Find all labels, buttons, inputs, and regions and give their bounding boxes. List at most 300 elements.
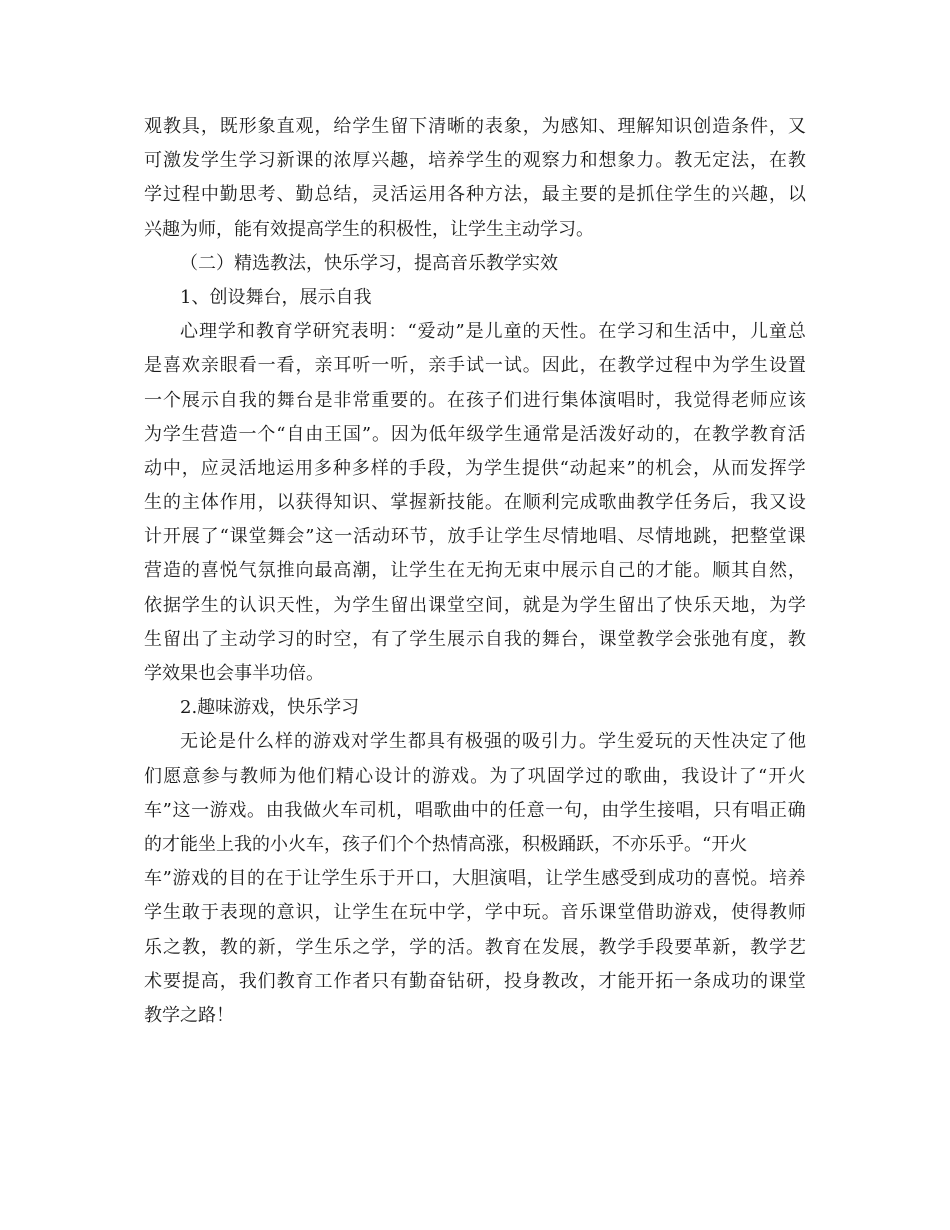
text-char: 论 — [199, 731, 217, 753]
text-char: 程 — [674, 355, 693, 377]
text-char: 生 — [181, 423, 200, 445]
text-char: ， — [465, 902, 484, 924]
text-char: 于 — [284, 868, 303, 890]
text-char: 他 — [297, 765, 316, 787]
text-char: 一 — [191, 799, 210, 821]
text-char: 创 — [693, 116, 712, 137]
text-char: 唱 — [750, 799, 769, 821]
text-char: 教 — [636, 492, 655, 514]
text-char: ， — [396, 799, 415, 821]
text-char: 耳 — [333, 355, 352, 377]
text-char: 机 — [377, 799, 396, 821]
text-char: 体 — [200, 492, 219, 514]
text-char: 高 — [200, 970, 219, 992]
text-char: 观 — [522, 150, 541, 172]
text-char: 手 — [636, 936, 655, 958]
text-char: 生 — [750, 355, 768, 377]
text-char: 一 — [371, 355, 390, 377]
text-char: 环 — [390, 526, 409, 548]
text-char: 舞 — [276, 389, 295, 411]
text-char: 的 — [389, 457, 408, 479]
text-char: 把 — [730, 526, 749, 548]
text-char: 一 — [144, 389, 162, 411]
text-char: 成 — [657, 868, 676, 890]
text-char: 让 — [485, 526, 504, 548]
text-line-content: （二）精选教法，快乐学习，提高音乐教学实效 — [180, 252, 558, 274]
text-char: “ — [559, 457, 569, 479]
text-line — [144, 349, 806, 383]
text-char: 自 — [286, 423, 305, 445]
text-char: 火 — [321, 799, 340, 821]
text-char: 是 — [560, 423, 579, 445]
text-char: 要 — [579, 184, 598, 206]
text-char: 于 — [377, 868, 396, 890]
text-line-content: 1、创设舞台，展示自我 — [180, 286, 372, 308]
text-char: 留 — [390, 116, 409, 137]
text-char: 学 — [768, 936, 787, 958]
text-char: 我 — [503, 628, 522, 650]
text-char: 掌 — [390, 492, 409, 514]
text-char: 于 — [200, 902, 219, 924]
text-char: 国 — [343, 423, 361, 445]
text-char: 钻 — [447, 970, 465, 992]
text-char: 出 — [409, 594, 428, 616]
text-char: 正 — [768, 799, 787, 821]
text-char: 。 — [470, 765, 489, 787]
text-char: 尽 — [542, 526, 560, 548]
text-char: ” — [626, 457, 636, 479]
text-char: 游 — [674, 902, 693, 924]
text-char: 大 — [452, 868, 471, 890]
text-char: 无 — [693, 150, 712, 172]
text-char: 学 — [617, 321, 636, 343]
text-char: 才 — [598, 970, 617, 992]
text-char: 儿 — [484, 321, 503, 343]
text-char: 欢 — [181, 355, 200, 377]
text-char: 时 — [636, 389, 655, 411]
text-char: ： — [388, 321, 407, 343]
text-char: 试 — [465, 355, 484, 377]
text-char: 车 — [340, 799, 359, 821]
text-char: ， — [314, 902, 333, 924]
text-char: 活 — [447, 936, 465, 958]
text-char: 造 — [712, 116, 731, 137]
text-char: 是 — [541, 594, 560, 616]
text-char: 游 — [313, 731, 331, 753]
text-char: ， — [768, 628, 787, 650]
text-char: 。 — [465, 936, 484, 958]
text-char: 让 — [333, 902, 352, 924]
text-char: 。 — [579, 731, 597, 753]
text-char: 因 — [541, 355, 560, 377]
text-char: 气 — [238, 560, 257, 582]
text-char: 们 — [144, 765, 162, 787]
text-char: 为 — [144, 423, 162, 445]
text-char: 地 — [257, 457, 276, 479]
text-char: 。 — [541, 902, 560, 924]
text-char: 利 — [541, 492, 560, 514]
text-char: 弛 — [712, 628, 731, 650]
text-char: “ — [219, 526, 229, 548]
text-char: 学 — [144, 902, 162, 924]
text-char: 教 — [255, 321, 274, 343]
text-char: 的 — [247, 868, 266, 890]
text-char: 常 — [542, 423, 560, 445]
text-char: 用 — [428, 184, 447, 206]
text-char: 。 — [484, 492, 503, 514]
text-char: 成 — [712, 970, 731, 992]
text-char: ， — [409, 150, 428, 172]
text-char: 游 — [431, 765, 450, 787]
text-char: 跳 — [693, 526, 712, 548]
text-char: 要 — [674, 936, 693, 958]
text-char: 主 — [560, 184, 579, 206]
text-char: 学 — [352, 116, 371, 137]
text-char: 学 — [787, 594, 806, 616]
text-char: 灵 — [219, 457, 238, 479]
text-char: 任 — [508, 799, 527, 821]
text-char: 喜 — [162, 355, 181, 377]
text-char: 中 — [712, 321, 731, 343]
text-char: 氛 — [257, 560, 276, 582]
text-char: 自 — [750, 560, 768, 582]
text-char: 方 — [484, 184, 503, 206]
text-char: 设 — [374, 765, 393, 787]
text-char: 使 — [731, 902, 750, 924]
text-char: 的 — [636, 457, 655, 479]
text-char: 自 — [484, 628, 503, 650]
text-char: ， — [750, 594, 768, 616]
text-line — [144, 452, 806, 486]
text-char: 敢 — [181, 902, 200, 924]
text-char: 在 — [768, 150, 787, 172]
text-char: 我 — [750, 492, 768, 514]
text-char: 地 — [579, 526, 598, 548]
text-char: 的 — [522, 321, 541, 343]
text-char: 学 — [485, 423, 504, 445]
text-char: 、 — [617, 526, 636, 548]
text-char: 了 — [200, 628, 219, 650]
text-char: 此 — [560, 355, 579, 377]
text-char: ， — [219, 970, 238, 992]
text-char: 可 — [144, 150, 162, 172]
text-char: 师 — [750, 389, 768, 411]
text-char: 个 — [257, 423, 276, 445]
text-char: 育 — [295, 970, 314, 992]
text-char: 知 — [655, 116, 674, 137]
text-char: 手 — [447, 355, 465, 377]
text-char: 育 — [274, 321, 293, 343]
text-char: 运 — [276, 457, 295, 479]
text-char: 象 — [257, 116, 276, 137]
text-char: 程 — [181, 184, 200, 206]
text-line — [144, 247, 806, 281]
text-char: 应 — [768, 389, 787, 411]
text-char: 课 — [787, 526, 806, 548]
text-char: 示 — [579, 560, 598, 582]
text-char: 动 — [238, 628, 257, 650]
text-line — [144, 418, 806, 452]
text-char: 教 — [181, 936, 200, 958]
text-char: 喜 — [200, 560, 219, 582]
text-char: 潮 — [352, 560, 371, 582]
text-char: 推 — [276, 560, 295, 582]
text-char: 活 — [693, 321, 712, 343]
text-char: 心 — [180, 321, 198, 343]
text-char: 张 — [693, 628, 712, 650]
text-char: 中 — [503, 902, 522, 924]
text-char: 计 — [144, 526, 162, 548]
text-char: 该 — [787, 389, 806, 411]
text-char: 束 — [522, 560, 541, 582]
text-char: 要 — [390, 389, 409, 411]
text-char: 与 — [220, 765, 239, 787]
text-line — [144, 828, 806, 862]
text-line-content: 兴趣为师，能有效提高学生的积极性，让学生主动学习。 — [144, 218, 594, 240]
text-char: 引 — [541, 731, 559, 753]
text-char: 发 — [541, 936, 560, 958]
text-line-content: 2.趣味游戏，快乐学习 — [180, 697, 360, 719]
text-char: 非 — [333, 389, 352, 411]
text-char: 和 — [579, 150, 598, 172]
text-char: 教 — [541, 970, 560, 992]
text-char: 理 — [198, 321, 217, 343]
text-char: 革 — [693, 936, 712, 958]
text-char: 觉 — [693, 389, 712, 411]
text-char: 研 — [465, 970, 484, 992]
text-char: 兴 — [731, 184, 750, 206]
text-char: 向 — [295, 560, 314, 582]
text-char: 助 — [655, 902, 674, 924]
text-char: 学 — [200, 150, 219, 172]
text-char: 解 — [636, 116, 655, 137]
text-char: 台 — [560, 628, 579, 650]
text-char: 表 — [484, 116, 503, 137]
text-char: 在 — [598, 355, 617, 377]
text-char: 生 — [504, 423, 523, 445]
text-char: 奋 — [428, 970, 447, 992]
text-char: ， — [579, 970, 598, 992]
text-char: 悦 — [731, 868, 750, 890]
text-char: 理 — [617, 116, 636, 137]
text-char: 一 — [545, 799, 564, 821]
text-char: 生 — [200, 594, 219, 616]
text-char: 教 — [749, 423, 768, 445]
text-char: 这 — [315, 526, 334, 548]
text-char: 为 — [278, 765, 297, 787]
text-char: 形 — [238, 116, 257, 137]
document-body — [144, 110, 806, 1033]
text-char: 堂 — [787, 970, 806, 992]
text-char: 学 — [674, 184, 693, 206]
text-char: 造 — [162, 560, 181, 582]
text-char: “ — [758, 765, 768, 787]
text-char: 我 — [681, 765, 700, 787]
text-char: 悦 — [219, 560, 238, 582]
text-char: 在 — [693, 423, 712, 445]
text-char: 营 — [144, 560, 162, 582]
text-char: 是 — [144, 355, 162, 377]
text-char: 只 — [713, 799, 732, 821]
text-char: 、 — [598, 116, 617, 137]
text-char: ” — [162, 799, 172, 821]
text-char: 由 — [265, 799, 284, 821]
text-char: 具 — [427, 731, 445, 753]
text-char: 级 — [466, 423, 485, 445]
text-char: 车 — [144, 868, 162, 890]
text-char: 堂 — [768, 526, 787, 548]
text-char: 司 — [358, 799, 377, 821]
text-char: 握 — [409, 492, 428, 514]
text-char: 这 — [172, 799, 191, 821]
text-char: 车 — [144, 799, 162, 821]
text-char: 们 — [257, 970, 276, 992]
text-char: 。 — [522, 355, 541, 377]
text-char: 习 — [276, 628, 295, 650]
text-char: 接 — [657, 799, 676, 821]
text-char: 的 — [604, 765, 623, 787]
text-char: 中 — [470, 799, 489, 821]
text-char: 想 — [598, 150, 617, 172]
text-char: 示 — [465, 628, 484, 650]
text-char: ， — [787, 560, 806, 582]
text-char: 学 — [447, 902, 465, 924]
text-char: 新 — [712, 936, 731, 958]
text-char: ， — [352, 184, 371, 206]
text-char: 生 — [428, 628, 447, 650]
text-char: 发 — [181, 150, 200, 172]
text-char: 的 — [522, 628, 541, 650]
text-char: 乐 — [693, 594, 712, 616]
text-char: 各 — [447, 184, 465, 206]
text-char: 发 — [749, 457, 768, 479]
text-char: 供 — [540, 457, 559, 479]
text-char: 习 — [636, 321, 655, 343]
text-char: 出 — [181, 628, 200, 650]
text-char: 生 — [598, 594, 617, 616]
text-char: 学 — [144, 184, 162, 206]
text-char: 、 — [276, 184, 295, 206]
text-char: 听 — [390, 355, 409, 377]
text-char: 学 — [619, 799, 638, 821]
text-char: 究 — [331, 321, 350, 343]
text-char: 主 — [219, 628, 238, 650]
text-char: 歌 — [623, 765, 642, 787]
text-char: 教 — [768, 902, 787, 924]
text-char: ， — [276, 936, 295, 958]
text-char: 教 — [712, 423, 731, 445]
text-line — [144, 110, 806, 144]
text-char: 法 — [731, 150, 750, 172]
text-char: 音 — [560, 902, 579, 924]
text-char: 中 — [428, 902, 447, 924]
text-char: 认 — [238, 594, 257, 616]
text-char: 提 — [521, 457, 540, 479]
text-char: ， — [522, 116, 541, 137]
text-char: ， — [503, 594, 522, 616]
text-char: 我 — [238, 389, 257, 411]
text-char: 们 — [503, 389, 522, 411]
text-char: 浓 — [333, 150, 352, 172]
text-char: 营 — [200, 423, 219, 445]
text-char: 唱 — [598, 526, 617, 548]
text-char: 养 — [447, 150, 465, 172]
text-char: 改 — [560, 970, 579, 992]
text-char: 新 — [428, 492, 447, 514]
text-char: 地 — [674, 526, 693, 548]
text-char: 的 — [294, 731, 312, 753]
text-char: 目 — [228, 868, 247, 890]
text-char: 能 — [674, 560, 693, 582]
text-char: 留 — [390, 594, 409, 616]
text-char: 。 — [655, 150, 674, 172]
text-char: 课 — [295, 150, 314, 172]
text-char: 看 — [238, 355, 257, 377]
text-char: 表 — [219, 902, 238, 924]
text-char: 都 — [408, 731, 426, 753]
text-char: 整 — [749, 526, 768, 548]
text-char: 观 — [295, 116, 314, 137]
text-char: ” — [162, 868, 172, 890]
text-char: 力 — [560, 731, 578, 753]
text-line — [144, 486, 806, 520]
text-char: 有 — [731, 799, 750, 821]
text-char: 度 — [750, 628, 768, 650]
text-char: 性 — [560, 321, 579, 343]
text-char: 住 — [655, 184, 674, 206]
text-char: ， — [694, 799, 713, 821]
text-char: 在 — [265, 868, 284, 890]
text-char: 生 — [371, 594, 390, 616]
text-char: 唱 — [508, 868, 527, 890]
text-char: 通 — [523, 423, 542, 445]
text-char: 动 — [144, 457, 162, 479]
text-char: 学 — [217, 321, 236, 343]
text-char: 会 — [674, 457, 693, 479]
text-char: 以 — [787, 184, 806, 206]
text-char: 为 — [333, 594, 352, 616]
text-char: 的 — [674, 731, 692, 753]
text-char: 的 — [257, 389, 276, 411]
text-char: 生 — [484, 150, 503, 172]
text-char: 吸 — [522, 731, 540, 753]
text-char: 生 — [144, 492, 162, 514]
text-char: ， — [371, 560, 390, 582]
text-char: 示 — [200, 389, 219, 411]
text-char: 样 — [275, 731, 293, 753]
text-char: 生 — [314, 936, 333, 958]
text-line — [144, 178, 806, 212]
text-char: 力 — [636, 150, 655, 172]
text-char: ， — [390, 936, 409, 958]
text-char: 进 — [522, 389, 541, 411]
text-char: ， — [655, 389, 674, 411]
text-line — [144, 384, 806, 418]
text-char: ， — [579, 936, 598, 958]
text-char: 课 — [428, 594, 447, 616]
text-char: 工 — [314, 970, 333, 992]
text-char: 得 — [750, 902, 768, 924]
text-char: 教 — [787, 628, 806, 650]
text-char: 勤 — [295, 184, 314, 206]
text-line-content: 教学之路！ — [144, 1004, 234, 1026]
text-char: ， — [674, 423, 693, 445]
text-char: 在 — [447, 389, 465, 411]
text-line-content: 学效果也会事半功倍。 — [144, 663, 324, 684]
text-char: 学 — [484, 902, 503, 924]
text-char: 培 — [768, 868, 787, 890]
text-char: 口 — [414, 868, 433, 890]
